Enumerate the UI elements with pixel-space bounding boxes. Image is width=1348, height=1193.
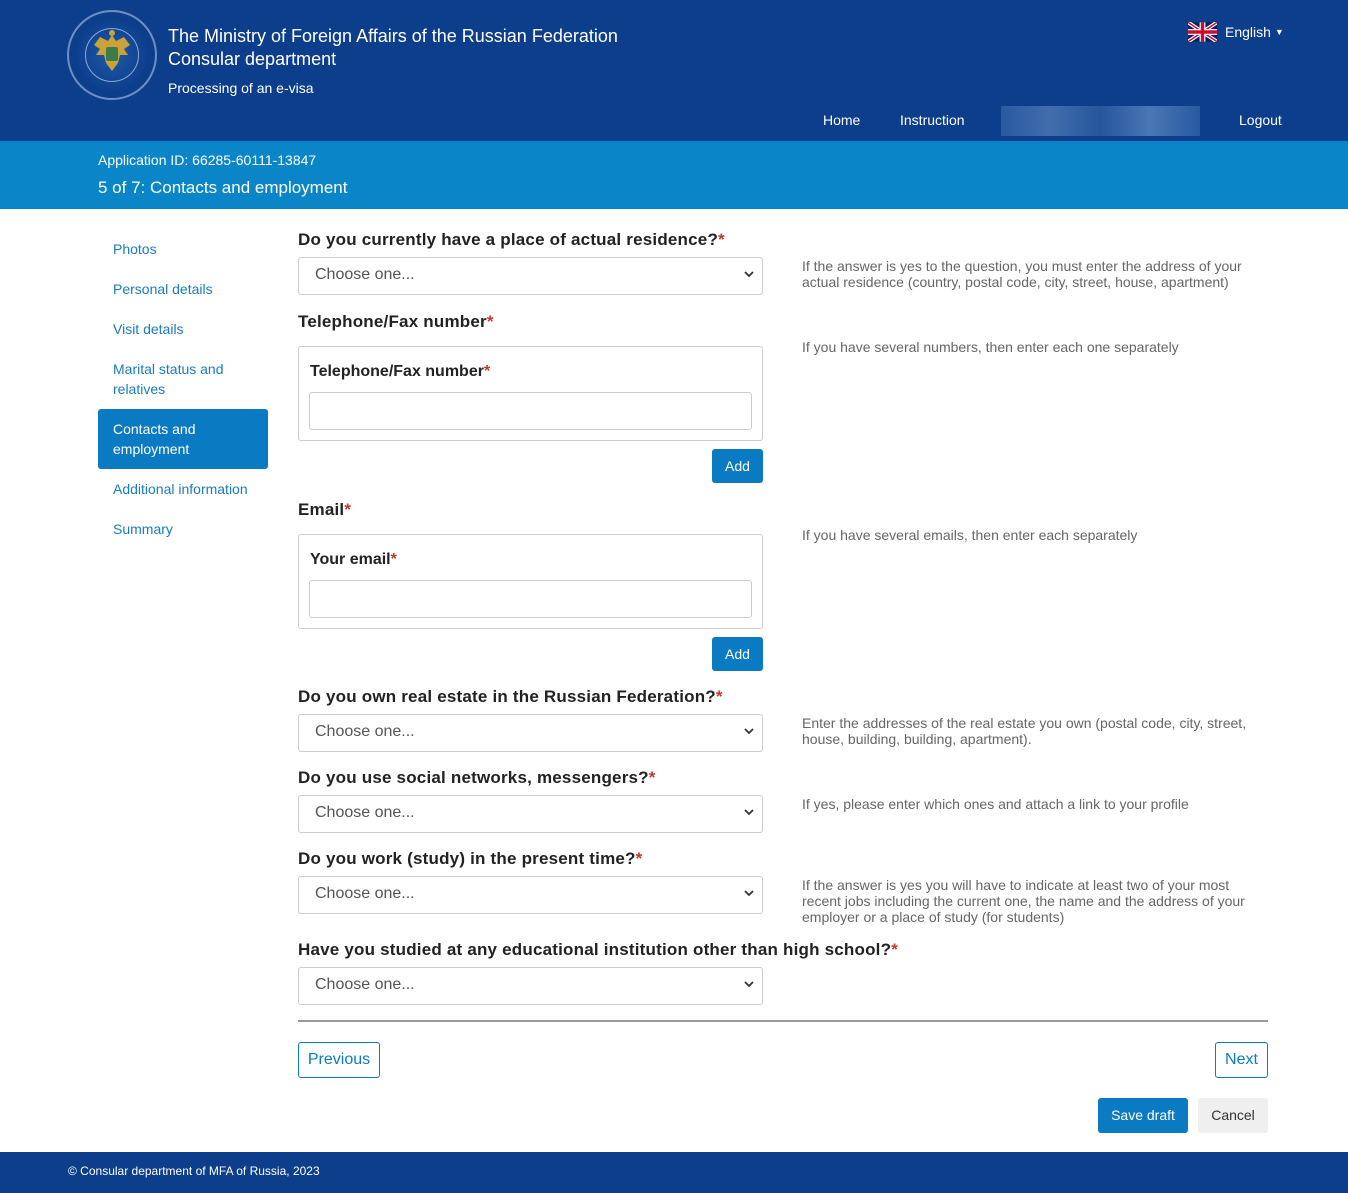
work-hint: If the answer is yes you will have to indicate at least two of your most recent jobs including the current one, the name and the address of your employer or a place of study (for students) [802,877,1245,925]
work-question: Do you work (study) in the present time?* [298,849,643,868]
real-estate-select[interactable] [298,714,763,752]
email-input[interactable] [309,580,752,618]
step-title: 5 of 7: Contacts and employment [98,178,348,197]
application-bar [0,141,1348,209]
nav-home-link[interactable]: Home [823,112,861,128]
footer-copyright: © Consular department of MFA of Russia, 2023 [68,1164,320,1178]
work-select[interactable] [298,876,763,914]
phone-input[interactable] [309,392,752,430]
org-title [168,25,618,71]
add-email-button[interactable]: Add [712,637,763,671]
required-mark: * [486,312,494,331]
social-select[interactable] [298,795,763,833]
save-draft-button[interactable]: Save draft [1098,1098,1188,1133]
language-selector[interactable] [1188,22,1284,42]
chevron-down-icon [744,269,754,279]
sidebar-item-summary[interactable]: Summary [113,521,173,537]
email-hint: If you have several emails, then enter each separately [802,527,1138,543]
sidebar-item-contacts-employment[interactable]: Contacts and employment [98,409,268,469]
real-estate-hint: Enter the addresses of the real estate you own (postal code, city, street, house, building, building, apartment). [802,715,1247,747]
social-hint: If yes, please enter which ones and attach a link to your profile [802,796,1189,812]
real-estate-question: Do you own real estate in the Russian Federation?* [298,687,723,706]
required-mark: * [344,500,352,519]
chevron-down-icon [744,888,754,898]
sidebar-item-personal-details[interactable]: Personal details [113,281,213,297]
email-question: Email* [298,500,352,519]
residence-question: Do you currently have a place of actual residence?* [298,230,725,249]
org-title-line1: The Ministry of Foreign Affairs of the Russian Federation [168,26,618,46]
phone-hint: If you have several numbers, then enter each one separately [802,339,1179,355]
sidebar-item-visit-details[interactable]: Visit details [113,321,184,337]
required-mark: * [715,687,723,706]
step-sidebar [98,229,268,549]
uk-flag-icon [1188,22,1217,42]
nav-logout-link[interactable]: Logout [1239,112,1282,128]
mfa-emblem-logo [67,10,157,100]
org-title-line2: Consular department [168,49,337,69]
education-select-value: Choose one... [315,976,415,993]
nav-user-redacted[interactable] [1001,106,1200,136]
work-select-value: Choose one... [315,885,415,902]
education-select[interactable] [298,967,763,1005]
email-box [298,534,763,629]
cancel-button[interactable]: Cancel [1198,1098,1268,1133]
phone-question: Telephone/Fax number* [298,312,494,331]
real-estate-select-value: Choose one... [315,723,415,740]
sidebar-item-marital-status[interactable]: Marital status and relatives [113,361,224,397]
chevron-down-icon [744,807,754,817]
required-mark: * [648,768,656,787]
social-select-value: Choose one... [315,804,415,821]
residence-select[interactable] [298,257,763,295]
social-question: Do you use social networks, messengers?* [298,768,656,787]
eagle-icon [90,29,134,77]
next-button[interactable]: Next [1215,1042,1268,1078]
residence-hint: If the answer is yes to the question, you must enter the address of your actual residence (country, postal code, city, street, house, apartment) [802,258,1242,290]
phone-field-label: Telephone/Fax number* [310,363,491,380]
required-mark: * [483,363,491,380]
education-question: Have you studied at any educational institution other than high school?* [298,940,899,959]
site-header [0,0,1348,141]
sidebar-item-additional-information[interactable]: Additional information [113,481,248,497]
residence-select-value: Choose one... [315,266,415,283]
sidebar-item-photos[interactable]: Photos [113,241,157,257]
site-footer [0,1152,1348,1193]
form-divider [298,1020,1268,1022]
language-label: English [1225,24,1271,40]
required-mark: * [635,849,643,868]
required-mark: * [718,230,725,249]
chevron-down-icon [744,726,754,736]
nav-instruction-link[interactable]: Instruction [900,112,965,128]
application-id: Application ID: 66285-60111-13847 [98,152,317,168]
caret-down-icon: ▼ [1274,27,1284,37]
add-phone-button[interactable]: Add [712,449,763,483]
required-mark: * [390,551,397,568]
chevron-down-icon [744,979,754,989]
phone-box [298,346,763,441]
required-mark: * [891,940,899,959]
previous-button[interactable]: Previous [298,1042,380,1078]
email-field-label: Your email* [310,551,397,568]
service-subtitle: Processing of an e-visa [168,80,314,96]
